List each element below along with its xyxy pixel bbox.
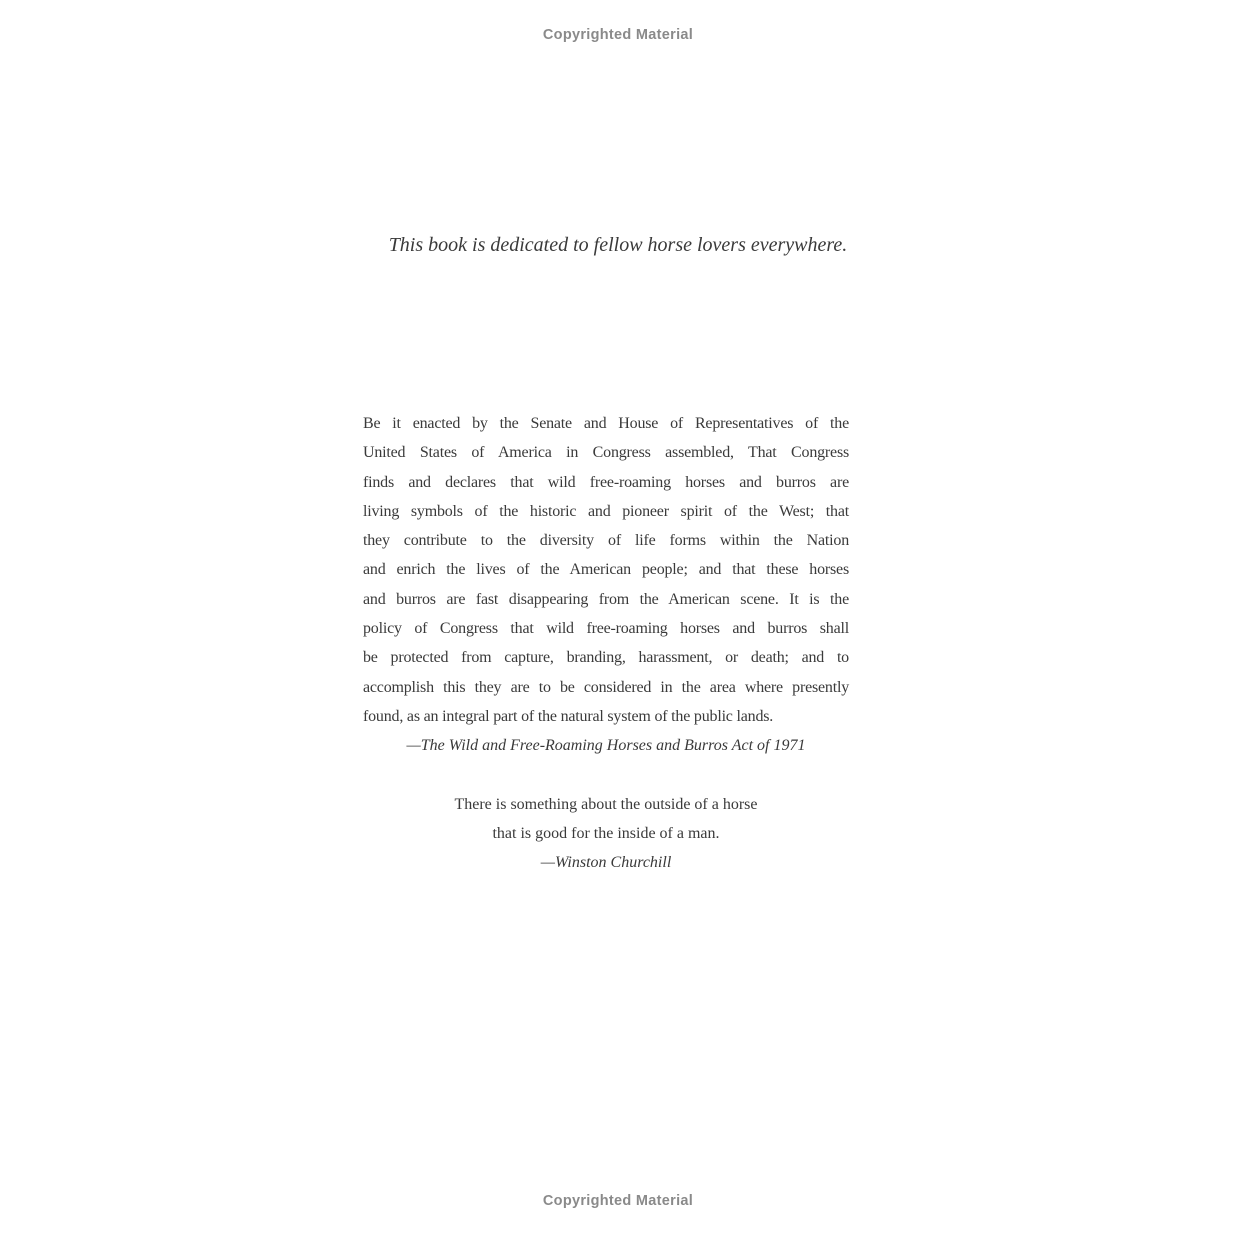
copyright-notice-top: Copyrighted Material bbox=[542, 27, 694, 43]
churchill-quote-line: that is good for the inside of a man. bbox=[492, 825, 720, 843]
act-quote-line: they contribute to the diversity of life forms within the Nation bbox=[363, 532, 849, 550]
epigraph-block bbox=[363, 409, 849, 878]
churchill-quote-line: There is something about the outside of a horse bbox=[454, 795, 758, 813]
act-quote-line: finds and declares that wild free-roaming horses and burros are bbox=[363, 473, 849, 491]
act-quote-line: found, as an integral part of the natural system of the public lands. bbox=[363, 707, 774, 725]
churchill-attribution: —Winston Churchill bbox=[540, 854, 672, 872]
act-quote-line: Be it enacted by the Senate and House of Representatives of the bbox=[363, 415, 849, 432]
act-quote-attribution: —The Wild and Free-Roaming Horses and Burros Act of 1971 bbox=[406, 737, 806, 755]
copyright-notice-bottom: Copyrighted Material bbox=[542, 1193, 694, 1209]
act-quote-line: and enrich the lives of the American people; and that these horses bbox=[363, 561, 849, 579]
act-quote-line: United States of America in Congress assembled, That Congress bbox=[363, 444, 849, 462]
act-quote-line: accomplish this they are to be considered in the area where presently bbox=[363, 678, 849, 696]
churchill-quote-lines bbox=[363, 790, 849, 849]
churchill-quote bbox=[363, 790, 849, 878]
dedication-text: This book is dedicated to fellow horse lovers everywhere. bbox=[388, 234, 848, 256]
act-quote-line: living symbols of the historic and pioneer spirit of the West; that bbox=[363, 502, 849, 520]
act-quote-paragraph bbox=[363, 409, 849, 731]
act-quote-line: policy of Congress that wild free-roaming horses and burros shall bbox=[363, 620, 849, 638]
act-quote-line: and burros are fast disappearing from the American scene. It is the bbox=[363, 590, 849, 608]
act-quote-line: be protected from capture, branding, harassment, or death; and to bbox=[363, 649, 849, 667]
